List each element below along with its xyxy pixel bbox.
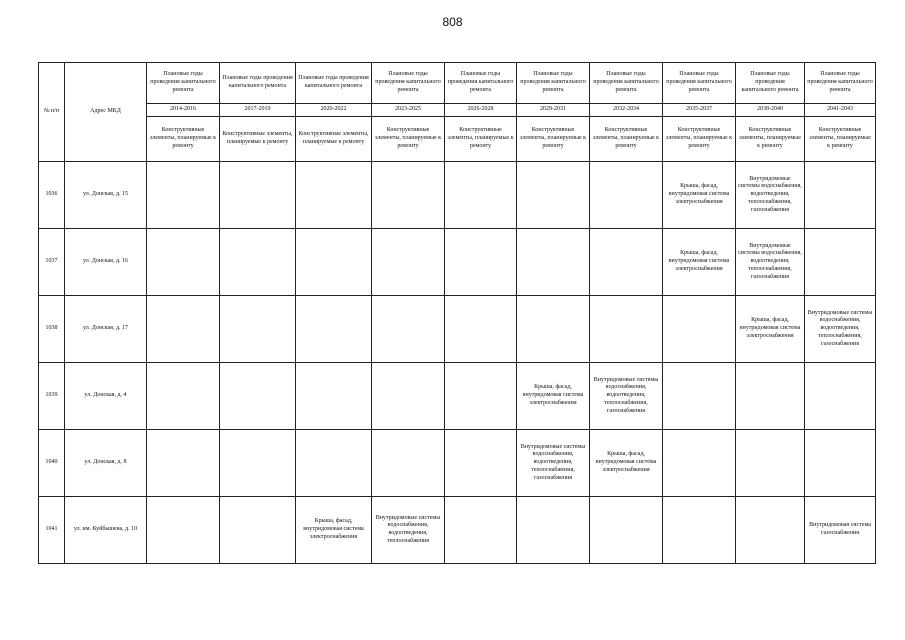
table-cell: Внутридомовые системы водоснабжения, водоотведения, теплоснабжения, газоснабжения [736, 229, 805, 296]
plan-header: Плановые годы проведения капитального ремонта [445, 63, 517, 104]
elements-header: Конструктивные элементы, планируемые к ремонту [372, 117, 445, 162]
table-cell [736, 363, 805, 430]
table-cell [517, 229, 590, 296]
plan-header: Плановые годы проведения капитального ремонта [663, 63, 736, 104]
elements-header: Конструктивные элементы, планируемые к ремонту [736, 117, 805, 162]
table-cell [517, 497, 590, 564]
row-number: 1037 [39, 229, 65, 296]
table-cell: Внутридомовые системы водоснабжения, водоотведения, теплоснабжения, газоснабжения [736, 162, 805, 229]
plan-header: Плановые годы проведения капитального ремонта [590, 63, 663, 104]
row-address: ул. Донская, д. 15 [65, 162, 147, 229]
table-cell: Внутридомовые системы водоснабжения, водоотведения, теплоснабжения, газоснабжения [805, 296, 876, 363]
elements-header: Конструктивные элементы, планируемые к ремонту [220, 117, 296, 162]
table-cell [805, 363, 876, 430]
table-cell [220, 229, 296, 296]
repair-schedule-table [38, 62, 876, 564]
row-address: ул. Донская, д. 16 [65, 229, 147, 296]
elements-header: Конструктивные элементы, планируемые к ремонту [445, 117, 517, 162]
table-cell [445, 296, 517, 363]
table-cell [445, 162, 517, 229]
table-cell [296, 229, 372, 296]
table-cell: Крыша, фасад, внутридомовая система электроснабжения [590, 430, 663, 497]
table-cell [147, 430, 220, 497]
row-number: 1036 [39, 162, 65, 229]
period-header: 2029-2031 [517, 104, 590, 117]
plan-header: Плановые годы проведения капитального ремонта [220, 63, 296, 104]
row-address: ул. Донская, д. 17 [65, 296, 147, 363]
table-cell [445, 430, 517, 497]
table-cell [147, 229, 220, 296]
table-cell [372, 363, 445, 430]
table-cell [736, 497, 805, 564]
table-cell: Внутридомовая система газоснабжения [805, 497, 876, 564]
period-header: 2023-2025 [372, 104, 445, 117]
elements-header: Конструктивные элементы, планируемые к ремонту [805, 117, 876, 162]
table-row [39, 162, 876, 229]
table-row [39, 430, 876, 497]
table-cell [445, 229, 517, 296]
table-cell [296, 363, 372, 430]
table-cell [663, 430, 736, 497]
table-cell [590, 162, 663, 229]
table-row [39, 229, 876, 296]
table-cell [220, 363, 296, 430]
row-number: 1039 [39, 363, 65, 430]
table-cell [372, 229, 445, 296]
elements-header: Конструктивные элементы, планируемые к ремонту [296, 117, 372, 162]
elements-header: Конструктивные элементы, планируемые к ремонту [517, 117, 590, 162]
table-cell [736, 430, 805, 497]
period-header: 2014-2016 [147, 104, 220, 117]
table-row [39, 363, 876, 430]
table-cell [517, 296, 590, 363]
header-row-periods [39, 104, 876, 117]
table-cell [220, 162, 296, 229]
table-row [39, 296, 876, 363]
table-cell: Крыша, фасад, внутридомовая система электроснабжения [517, 363, 590, 430]
table-cell: Внутридомовые системы водоснабжения, водоотведения, теплоснабжения [372, 497, 445, 564]
table-cell [296, 162, 372, 229]
table-cell [220, 296, 296, 363]
table-cell [663, 363, 736, 430]
num-header: № п/п [39, 63, 65, 162]
table-cell [445, 363, 517, 430]
table-cell [296, 296, 372, 363]
table-cell [805, 430, 876, 497]
table-cell [220, 430, 296, 497]
table-cell: Внутридомовые системы водоснабжения, водоотведения, теплоснабжения, газоснабжения [517, 430, 590, 497]
row-address: ул. им. Куйбышева, д. 10 [65, 497, 147, 564]
elements-header: Конструктивные элементы, планируемые к ремонту [147, 117, 220, 162]
header-row-elements [39, 117, 876, 162]
row-number: 1041 [39, 497, 65, 564]
elements-header: Конструктивные элементы, планируемые к ремонту [590, 117, 663, 162]
plan-header: Плановые годы проведения капитального ремонта [736, 63, 805, 104]
table-cell [590, 229, 663, 296]
table-cell [590, 497, 663, 564]
table-cell [517, 162, 590, 229]
period-header: 2035-2037 [663, 104, 736, 117]
period-header: 2026-2028 [445, 104, 517, 117]
table-cell [220, 497, 296, 564]
plan-header: Плановые годы проведения капитального ремонта [517, 63, 590, 104]
period-header: 2038-2040 [736, 104, 805, 117]
table-row [39, 497, 876, 564]
plan-header: Плановые годы проведения капитального ремонта [372, 63, 445, 104]
page-number: 808 [442, 15, 463, 29]
table-cell [590, 296, 663, 363]
period-header: 2041-2043 [805, 104, 876, 117]
table-cell: Крыша, фасад, внутридомовая система электроснабжения [663, 229, 736, 296]
table-cell [805, 229, 876, 296]
row-address: ул. Донская, д. 4 [65, 363, 147, 430]
header-row-plan [39, 63, 876, 104]
table-cell [296, 430, 372, 497]
table-cell [372, 162, 445, 229]
row-number: 1040 [39, 430, 65, 497]
plan-header: Плановые годы проведения капитального ремонта [147, 63, 220, 104]
table-cell [147, 162, 220, 229]
table-cell [663, 296, 736, 363]
row-number: 1038 [39, 296, 65, 363]
elements-header: Конструктивные элементы, планируемые к ремонту [663, 117, 736, 162]
table-cell [445, 497, 517, 564]
table-cell: Внутридомовые системы водоснабжения, водоотведения, теплоснабжения, газоснабжения [590, 363, 663, 430]
table-cell [147, 497, 220, 564]
table-cell [805, 162, 876, 229]
plan-header: Плановые годы проведения капитального ремонта [805, 63, 876, 104]
table-cell [372, 296, 445, 363]
plan-header: Плановые годы проведения капитального ремонта [296, 63, 372, 104]
period-header: 2017-2019 [220, 104, 296, 117]
period-header: 2020-2022 [296, 104, 372, 117]
period-header: 2032-2034 [590, 104, 663, 117]
table-cell [147, 363, 220, 430]
table-cell: Крыша, фасад, внутридомовая система электроснабжения [296, 497, 372, 564]
table-cell [663, 497, 736, 564]
table-cell: Крыша, фасад, внутридомовая система электроснабжения [663, 162, 736, 229]
row-address: ул. Донская, д. 8 [65, 430, 147, 497]
table-cell: Крыша, фасад, внутридомовая система электроснабжения [736, 296, 805, 363]
address-header: Адрес МКД [65, 63, 147, 162]
table-cell [147, 296, 220, 363]
table-cell [372, 430, 445, 497]
